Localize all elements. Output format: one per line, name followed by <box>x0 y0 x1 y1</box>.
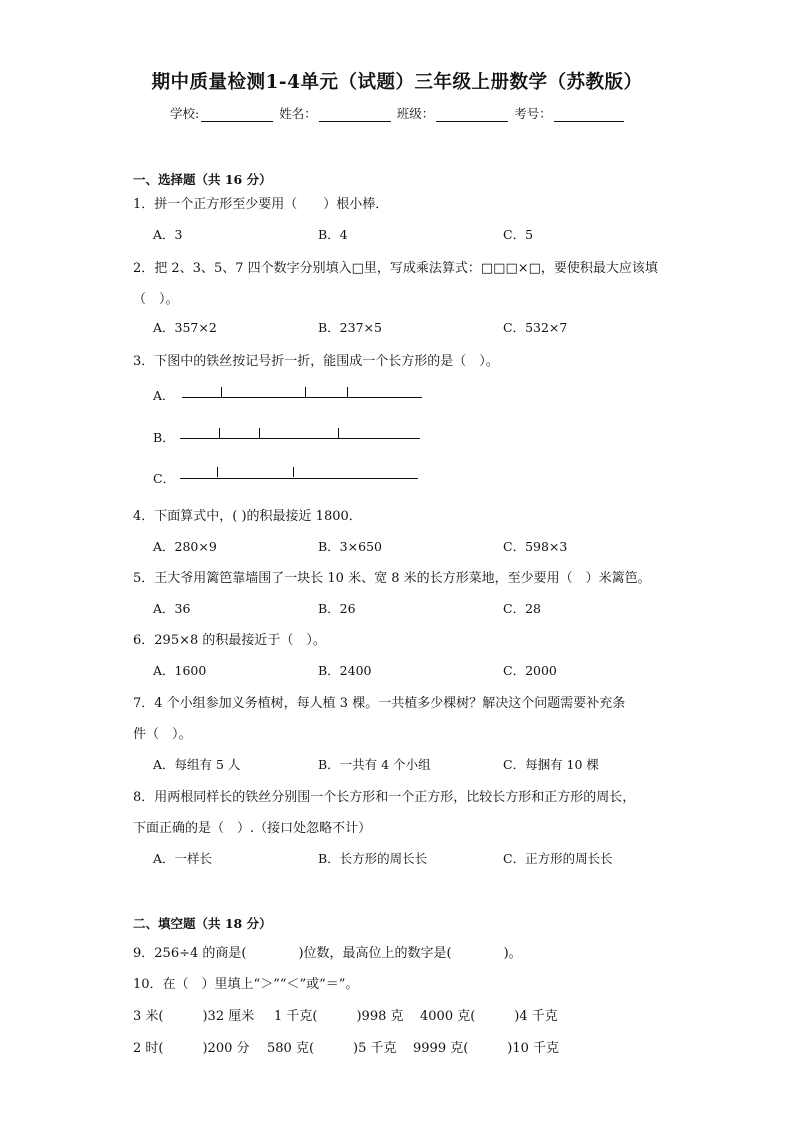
wire-a-mark <box>347 387 348 397</box>
wire-c-mark <box>217 467 218 477</box>
q5-option-c[interactable]: C．28 <box>503 601 541 616</box>
question-2-line2: （ ）。 <box>133 292 179 307</box>
question-7: 7．4 个小组参加义务植树，每人植 3 棵。一共植多少棵树？解决这个问题需要补充条 <box>133 696 626 711</box>
wire-a <box>182 397 422 398</box>
question-7-line2: 件（ ）。 <box>133 727 192 742</box>
q1-option-a[interactable]: A．3 <box>153 227 183 242</box>
class-blank[interactable] <box>436 109 508 122</box>
question-8-line2: 下面正确的是（ ）.（接口处忽略不计） <box>133 821 372 836</box>
q2-option-a[interactable]: A．357×2 <box>153 320 217 335</box>
q1-option-b[interactable]: B．4 <box>318 227 348 242</box>
q8-option-a[interactable]: A．一样长 <box>153 851 213 866</box>
q6-option-b[interactable]: B．2400 <box>318 663 372 678</box>
wire-c <box>180 478 418 479</box>
wire-c-mark <box>293 467 294 477</box>
question-4: 4．下面算式中，( )的积最接近 1800． <box>133 509 362 524</box>
q6-option-c[interactable]: C．2000 <box>503 663 557 678</box>
q7-option-b[interactable]: B．一共有 4 个小组 <box>318 757 431 772</box>
wire-b-mark <box>338 428 339 438</box>
question-10: 10．在（ ）里填上“＞”“＜”或“＝”。 <box>133 977 359 992</box>
q8-option-c[interactable]: C．正方形的周长长 <box>503 851 613 866</box>
question-8: 8．用两根同样长的铁丝分别围一个长方形和一个正方形，比较长方形和正方形的周长， <box>133 790 636 805</box>
q4-option-a[interactable]: A．280×9 <box>153 539 217 554</box>
q10-item: 580 克( )5 千克 <box>267 1041 397 1056</box>
number-label: 考号： <box>514 106 552 121</box>
q3-option-a[interactable]: A． <box>153 388 175 403</box>
q2-option-b[interactable]: B．237×5 <box>318 320 382 335</box>
q10-item: 2 时( )200 分 <box>133 1041 250 1056</box>
q10-item: 9999 克( )10 千克 <box>413 1041 560 1056</box>
number-blank[interactable] <box>554 109 624 122</box>
question-1: 1．拼一个正方形至少要用（ ）根小棒． <box>133 197 389 212</box>
wire-b-mark <box>259 428 260 438</box>
q3-option-c[interactable]: C． <box>153 471 176 486</box>
q7-option-c[interactable]: C．每捆有 10 棵 <box>503 757 599 772</box>
student-info-line <box>170 104 626 122</box>
q7-option-a[interactable]: A．每组有 5 人 <box>153 757 241 772</box>
q2-option-c[interactable]: C．532×7 <box>503 320 568 335</box>
question-3: 3．下图中的铁丝按记号折一折，能围成一个长方形的是（ ）。 <box>133 354 499 369</box>
q10-item: 4000 克( )4 千克 <box>420 1009 558 1024</box>
name-blank[interactable] <box>319 109 391 122</box>
wire-b-mark <box>219 428 220 438</box>
q3-option-b[interactable]: B． <box>153 430 175 445</box>
question-2: 2．把 2、3、5、7 四个数字分别填入□里，写成乘法算式：□□□×□，要使积最大应该填 <box>133 261 658 276</box>
section-heading: 二、填空题（共 18 分） <box>133 916 272 931</box>
q10-item: 3 米( )32 厘米 <box>133 1009 255 1024</box>
question-6: 6．295×8 的积最接近于（ ）。 <box>133 633 326 648</box>
name-label: 姓名： <box>279 106 317 121</box>
question-5: 5．王大爷用篱笆靠墙围了一块长 10 米、宽 8 米的长方形菜地，至少要用（ ）米篱笆。 <box>133 571 651 586</box>
wire-a-mark <box>305 387 306 397</box>
q8-option-b[interactable]: B．长方形的周长长 <box>318 851 428 866</box>
page-title: 期中质量检测1-4单元（试题）三年级上册数学（苏教版） <box>151 72 643 93</box>
class-label: 班级： <box>396 106 435 121</box>
q10-item: 1 千克( )998 克 <box>274 1009 404 1024</box>
q5-option-a[interactable]: A．36 <box>153 601 191 616</box>
q4-option-c[interactable]: C．598×3 <box>503 539 568 554</box>
wire-a-mark <box>221 387 222 397</box>
wire-b <box>180 438 420 439</box>
q4-option-b[interactable]: B．3×650 <box>318 539 382 554</box>
school-label: 学校: <box>170 106 200 121</box>
question-9: 9．256÷4 的商是( )位数，最高位上的数字是( )。 <box>133 946 522 961</box>
q6-option-a[interactable]: A．1600 <box>153 663 207 678</box>
section-heading: 一、选择题（共 16 分） <box>133 172 272 187</box>
q5-option-b[interactable]: B．26 <box>318 601 356 616</box>
school-blank[interactable] <box>201 109 273 122</box>
q1-option-c[interactable]: C．5 <box>503 227 534 242</box>
